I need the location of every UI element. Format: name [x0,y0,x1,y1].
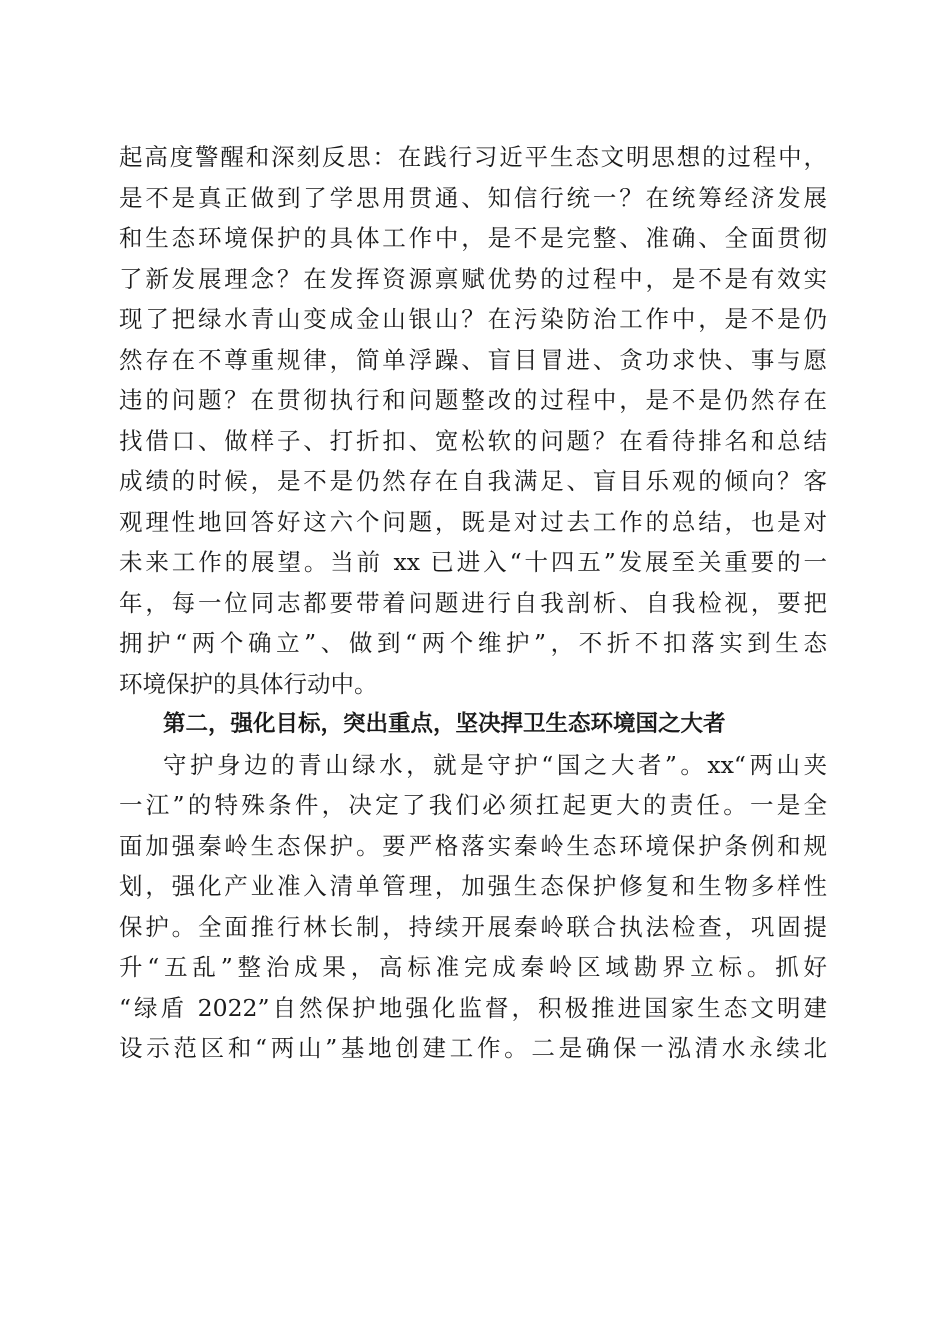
text-line: 划，强化产业准入清单管理，加强生态保护修复和生物多样性 [119,872,827,900]
section-heading: 第二，强化目标，突出重点，坚决捍卫生态环境国之大者 [163,711,726,737]
text-line: 观理性地回答好这六个问题，既是对过去工作的总结，也是对 [119,507,827,536]
text-line: 是不是真正做到了学思用贯通、知信行统一？在统筹经济发展 [119,183,827,212]
text-line: 拥护“两个确立”、做到“两个维护”，不折不扣落实到生态 [119,629,827,657]
text-line: 面加强秦岭生态保护。要严格落实秦岭生态环境保护条例和规 [119,831,827,860]
text-line: 起高度警醒和深刻反思：在践行习近平生态文明思想的过程中， [119,143,827,171]
text-line: “绿盾 2022”自然保护地强化监督，积极推进国家生态文明建 [119,993,827,1022]
text-line: 然存在不尊重规律，简单浮躁、盲目冒进、贪功求快、事与愿 [119,345,827,374]
text-line: 保护。全面推行林长制，持续开展秦岭联合执法检查，巩固提 [119,912,827,941]
text-line: 成绩的时候，是不是仍然存在自我满足、盲目乐观的倾向？客 [119,467,827,495]
text-line: 违的问题？在贯彻执行和问题整改的过程中，是不是仍然存在 [119,386,827,414]
text-line: 年，每一位同志都要带着问题进行自我剖析、自我检视，要把 [119,588,827,617]
text-line: 一江”的特殊条件，决定了我们必须扛起更大的责任。一是全 [119,791,827,819]
text-line: 了新发展理念？在发挥资源禀赋优势的过程中，是不是有效实 [119,264,827,293]
text-line: 找借口、做样子、打折扣、宽松软的问题？在看待排名和总结 [119,426,827,455]
text-line: 守护身边的青山绿水，就是守护“国之大者”。xx“两山夹 [163,750,827,779]
text-line: 现了把绿水青山变成金山银山？在污染防治工作中，是不是仍 [119,305,827,333]
text-line: 未来工作的展望。当前 xx 已进入“十四五”发展至关重要的一 [119,548,827,576]
document-body [119,137,827,1069]
text-line: 和生态环境保护的具体工作中，是不是完整、准确、全面贯彻 [119,224,827,252]
text-line: 升“五乱”整治成果，高标准完成秦岭区域勘界立标。抓好 [119,953,827,981]
text-line: 环境保护的具体行动中。 [119,669,378,698]
text-line: 设示范区和“两山”基地创建工作。二是确保一泓清水永续北 [119,1034,827,1062]
